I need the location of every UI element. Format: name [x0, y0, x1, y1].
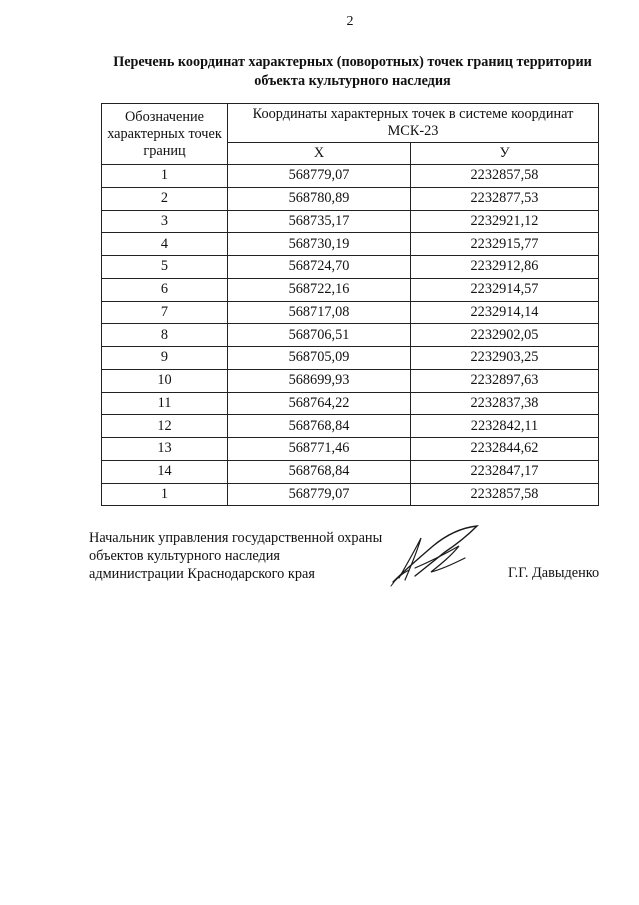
x-cell: 568768,84: [228, 415, 411, 438]
coordinates-table: [101, 103, 599, 506]
y-cell: 2232897,63: [411, 369, 599, 392]
table-row: [102, 324, 599, 347]
y-cell: 2232902,05: [411, 324, 599, 347]
signatory-position-line-3: администрации Краснодарского края: [89, 566, 315, 582]
point-cell: 13: [102, 438, 228, 461]
point-cell: 7: [102, 301, 228, 324]
y-cell: 2232903,25: [411, 347, 599, 370]
y-cell: 2232857,58: [411, 165, 599, 188]
table-row: [102, 347, 599, 370]
point-cell: 14: [102, 460, 228, 483]
table-row: [102, 301, 599, 324]
point-cell: 9: [102, 347, 228, 370]
header-x: X: [228, 142, 411, 164]
y-cell: 2232912,86: [411, 256, 599, 279]
x-cell: 568768,84: [228, 460, 411, 483]
x-cell: 568717,08: [228, 301, 411, 324]
document-title-line-2: объекта культурного наследия: [254, 73, 451, 89]
header-y: У: [411, 142, 599, 164]
y-cell: 2232914,57: [411, 278, 599, 301]
table-row: [102, 256, 599, 279]
table-row: [102, 438, 599, 461]
signer-name: Г.Г. Давыденко: [508, 565, 600, 581]
x-cell: 568780,89: [228, 187, 411, 210]
table-row: [102, 187, 599, 210]
header-coordinates-group: Координаты характерных точек в системе координат МСК-23: [228, 104, 599, 143]
table-row: [102, 278, 599, 301]
y-cell: 2232844,62: [411, 438, 599, 461]
table-row: [102, 233, 599, 256]
point-cell: 6: [102, 278, 228, 301]
y-cell: 2232837,38: [411, 392, 599, 415]
x-cell: 568764,22: [228, 392, 411, 415]
table-row: [102, 210, 599, 233]
document-title: [80, 53, 625, 91]
y-cell: 2232877,53: [411, 187, 599, 210]
table-row: [102, 460, 599, 483]
header-point-designation: Обозначение характерных точек границ: [102, 104, 228, 165]
x-cell: 568705,09: [228, 347, 411, 370]
table-row: [102, 369, 599, 392]
signatory-position-line-1: Начальник управления государственной охраны: [89, 530, 383, 546]
coordinates-table-body: [102, 165, 599, 506]
handwritten-signature: [385, 520, 485, 590]
signatory-position: [89, 529, 382, 583]
x-cell: 568699,93: [228, 369, 411, 392]
point-cell: 10: [102, 369, 228, 392]
x-cell: 568779,07: [228, 483, 411, 506]
point-cell: 3: [102, 210, 228, 233]
table-row: [102, 392, 599, 415]
y-cell: 2232915,77: [411, 233, 599, 256]
y-cell: 2232914,14: [411, 301, 599, 324]
x-cell: 568724,70: [228, 256, 411, 279]
point-cell: 11: [102, 392, 228, 415]
point-cell: 5: [102, 256, 228, 279]
point-cell: 12: [102, 415, 228, 438]
point-cell: 4: [102, 233, 228, 256]
point-cell: 8: [102, 324, 228, 347]
x-cell: 568771,46: [228, 438, 411, 461]
point-cell: 1: [102, 483, 228, 506]
y-cell: 2232857,58: [411, 483, 599, 506]
x-cell: 568706,51: [228, 324, 411, 347]
point-cell: 1: [102, 165, 228, 188]
y-cell: 2232842,11: [411, 415, 599, 438]
table-row: [102, 415, 599, 438]
table-row: [102, 165, 599, 188]
x-cell: 568735,17: [228, 210, 411, 233]
page-number: 2: [346, 14, 354, 29]
x-cell: 568722,16: [228, 278, 411, 301]
signatory-position-line-2: объектов культурного наследия: [89, 548, 280, 564]
point-cell: 2: [102, 187, 228, 210]
x-cell: 568779,07: [228, 165, 411, 188]
y-cell: 2232847,17: [411, 460, 599, 483]
table-row: [102, 483, 599, 506]
document-title-line-1: Перечень координат характерных (поворотных) точек границ территории: [113, 54, 592, 70]
x-cell: 568730,19: [228, 233, 411, 256]
y-cell: 2232921,12: [411, 210, 599, 233]
